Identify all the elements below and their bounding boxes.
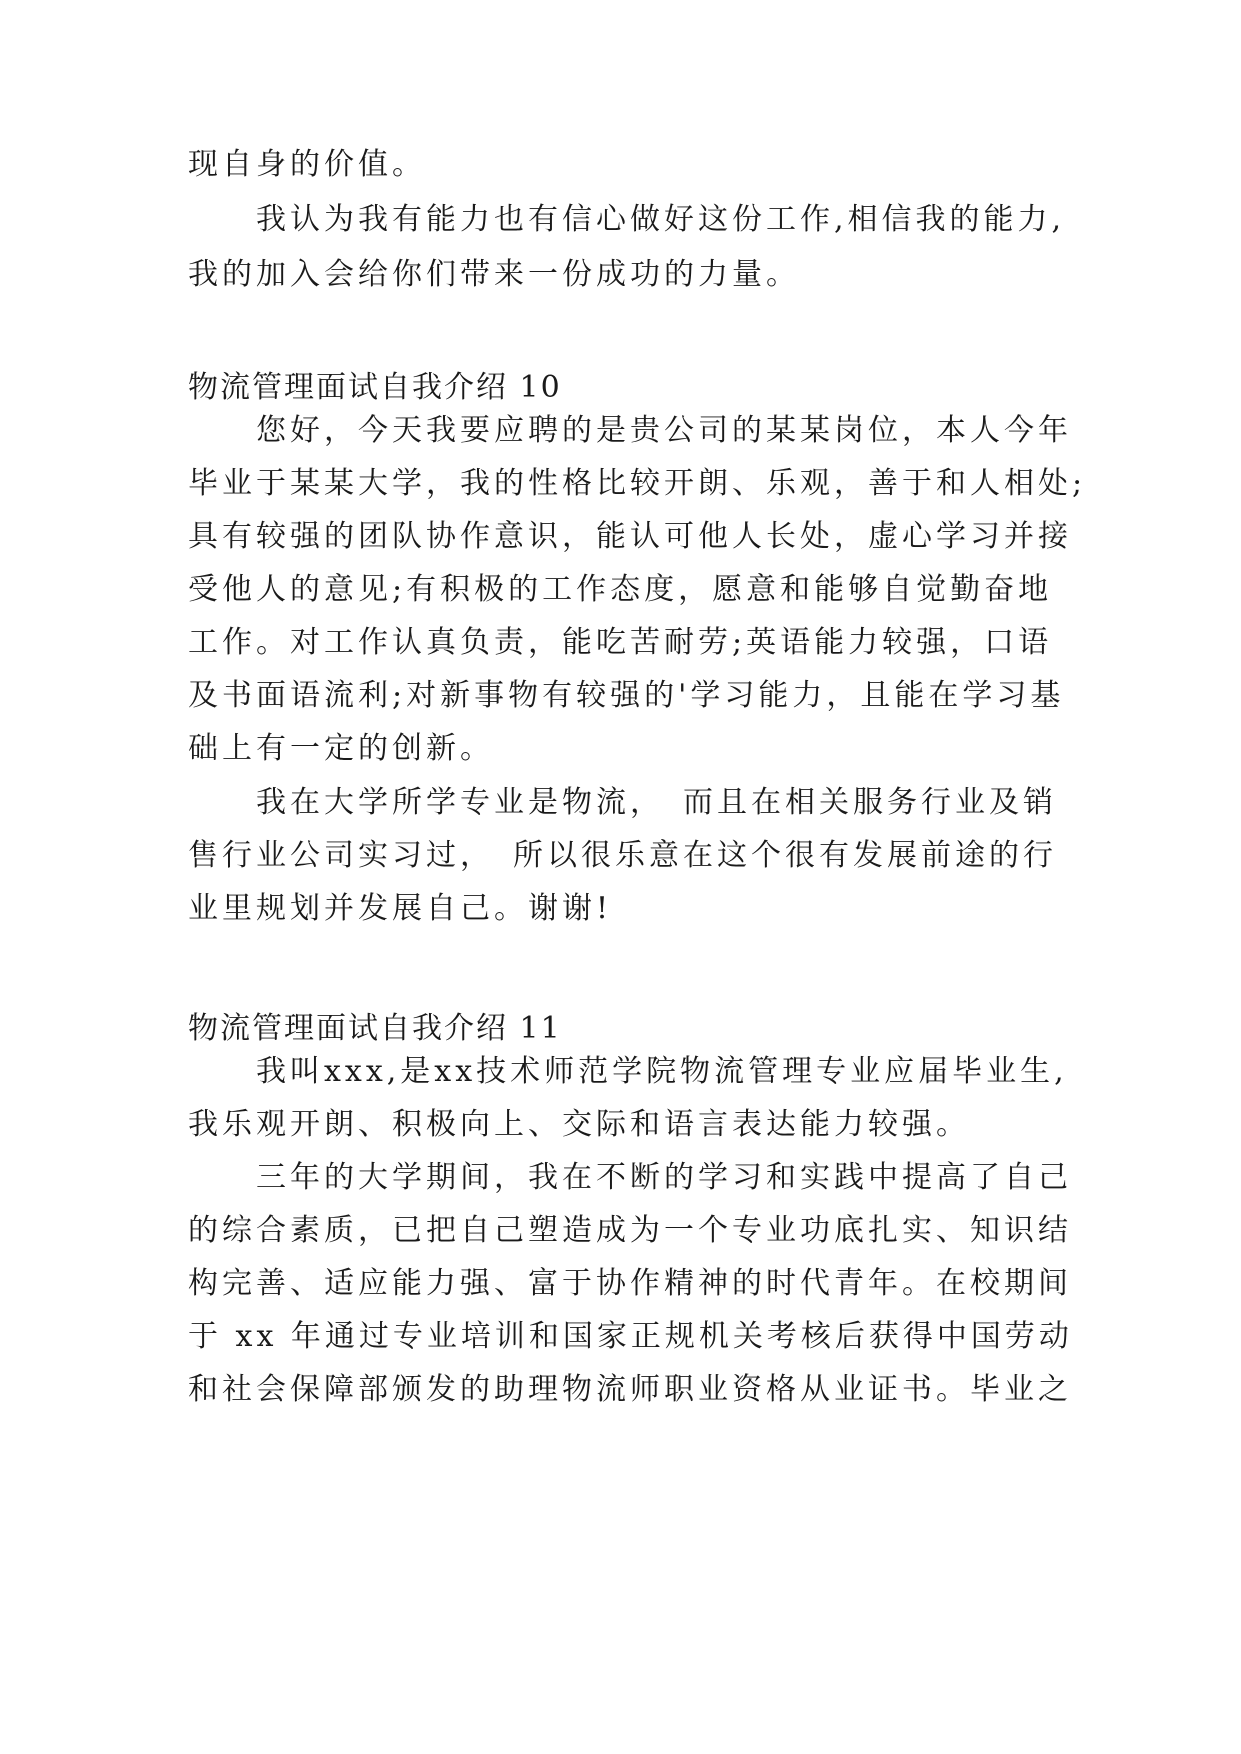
- text-line: 售行业公司实习过， 所以很乐意在这个很有发展前途的行: [188, 838, 1057, 873]
- text-line: 我认为我有能力也有信心做好这份工作,相信我的能力,: [256, 202, 1066, 237]
- section-heading-10: 物流管理面试自我介绍 10: [188, 370, 562, 405]
- text-line: 我乐观开朗、积极向上、交际和语言表达能力较强。: [188, 1107, 970, 1142]
- text-line: 毕业于某某大学，我的性格比较开朗、乐观，善于和人相处;: [188, 466, 1087, 501]
- text-line: 工作。对工作认真负责，能吃苦耐劳;英语能力较强，口语: [188, 625, 1053, 660]
- text-line: 及书面语流利;对新事物有较强的'学习能力，且能在学习基: [188, 678, 1065, 713]
- text-line: 础上有一定的创新。: [188, 731, 494, 766]
- text-line: 于 xx 年通过专业培训和国家正规机关考核后获得中国劳动: [188, 1319, 1073, 1354]
- text-line: 三年的大学期间，我在不断的学习和实践中提高了自己: [256, 1160, 1072, 1195]
- text-line: 构完善、适应能力强、富于协作精神的时代青年。在校期间: [188, 1266, 1072, 1301]
- text-line: 具有较强的团队协作意识，能认可他人长处，虚心学习并接: [188, 519, 1072, 554]
- text-line: 我在大学所学专业是物流， 而且在相关服务行业及销: [256, 785, 1057, 820]
- text-line: 受他人的意见;有积极的工作态度，愿意和能够自觉勤奋地: [188, 572, 1053, 607]
- text-line: 我的加入会给你们带来一份成功的力量。: [188, 257, 800, 292]
- text-line: 业里规划并发展自己。谢谢!: [188, 891, 613, 926]
- text-line: 的综合素质，已把自己塑造成为一个专业功底扎实、知识结: [188, 1213, 1072, 1248]
- text-line: 和社会保障部颁发的助理物流师职业资格从业证书。毕业之: [188, 1372, 1072, 1407]
- section-heading-11: 物流管理面试自我介绍 11: [188, 1011, 562, 1046]
- text-line: 现自身的价值。: [188, 147, 426, 182]
- text-line: 我叫xxx,是xx技术师范学院物流管理专业应届毕业生,: [256, 1054, 1068, 1089]
- text-line: 您好，今天我要应聘的是贵公司的某某岗位，本人今年: [256, 413, 1072, 448]
